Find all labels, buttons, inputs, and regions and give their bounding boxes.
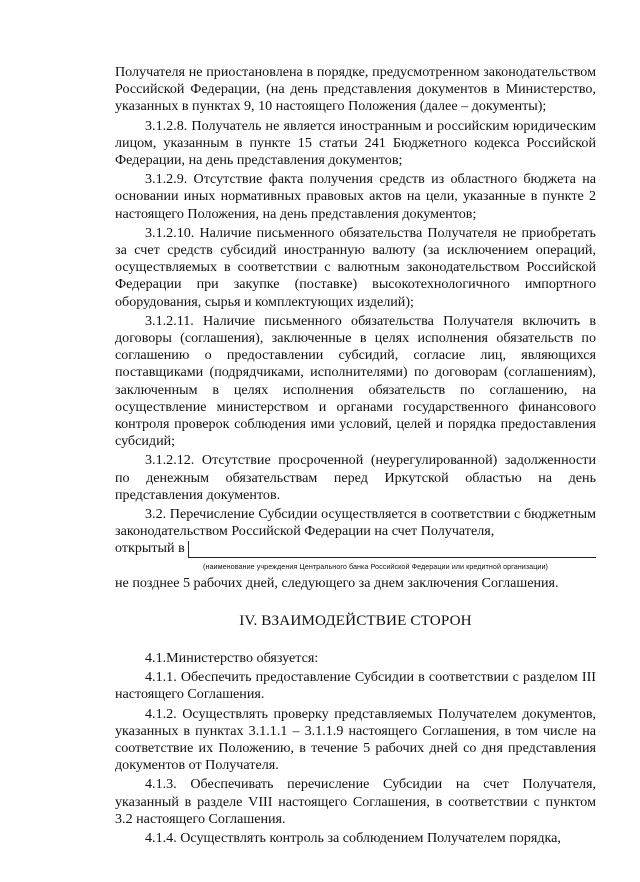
blank-tick xyxy=(188,541,189,557)
paragraph-3-2: 3.2. Перечисление Субсидии осуществляется в соответствии с бюджетным законодательством Российской Федерации на счет Получателя, xyxy=(115,506,596,540)
paragraph-3-1-2-12: 3.1.2.12. Отсутствие просроченной (неурегулированной) задолженности по денежным обязательствам перед Иркутской областью на день представления документов. xyxy=(115,452,596,503)
paragraph-3-1-2-8: 3.1.2.8. Получатель не является иностранным и российским юридическим лицом, указанным в пункте 15 статьи 241 Бюджетного кодекса Российской Федерации, на день представления документов; xyxy=(115,117,596,169)
bank-name-caption: (наименование учреждения Центрального банка Российской Федерации или кредитной организации) xyxy=(203,561,548,571)
paragraph-3-1-2-10: 3.1.2.10. Наличие письменного обязательства Получателя не приобретать за счет средств субсидий иностранную валюту (за исключением операций, осуществляемых в соответствии с валютным законодательством Российской Федерации при закупке (поставке) высокотехнологичного импортного оборудования, сырья и комплектующих изделий); xyxy=(115,224,596,310)
paragraph-3-1-2-11: 3.1.2.11. Наличие письменного обязательства Получателя включить в договоры (соглашения), заключенные в целях исполнения обязательств по соглашению о предоставлении субсидий, согласие лиц, являющихся поставщиками (подрядчиками, исполнителями) по договорам (соглашениям), заключенным в целях исполнения обязательств по соглашению, на осуществление министерством и органами государственного финансового контроля проверок соблюдения ими условий, целей и порядка предоставления субсидий; xyxy=(115,312,596,450)
section-heading: IV. ВЗАИМОДЕЙСТВИЕ СТОРОН xyxy=(239,611,472,629)
paragraph-4-1-1: 4.1.1. Обеспечить предоставление Субсидии в соответствии с разделом III настоящего Соглашения. xyxy=(115,669,596,703)
paragraph-3-1-2-9: 3.1.2.9. Отсутствие факта получения средств из областного бюджета на основании иных нормативных правовых актов на цели, указанные в пункте 2 настоящего Положения, на день представления документов; xyxy=(115,171,596,222)
paragraph-transfer-deadline: не позднее 5 рабочих дней, следующего за днем заключения Соглашения. xyxy=(115,574,559,591)
bank-name-line xyxy=(115,540,596,557)
paragraph-4-1-4: 4.1.4. Осуществлять контроль за соблюдением Получателем порядка, xyxy=(145,829,561,846)
paragraph-4-1: 4.1.Министерство обязуется: xyxy=(145,649,319,666)
paragraph-4-1-3: 4.1.3. Обеспечивать перечисление Субсидии на счет Получателя, указанный в разделе VIII настоящего Соглашения, в соответствии с пунктом 3.2 настоящего Соглашения. xyxy=(115,776,596,827)
bank-name-blank xyxy=(188,544,596,558)
opened-in-label: открытый в xyxy=(115,540,185,557)
paragraph-4-1-2: 4.1.2. Осуществлять проверку представляемых Получателем документов, указанных в пунктах 3.1.1.1 – 3.1.1.9 настоящего Соглашения, в том числе на соответствие их Положению, в течение 5 рабочих дней со дня представления документов от Получателя. xyxy=(115,705,596,774)
paragraph-recipient-status: Получателя не приостановлена в порядке, предусмотренном законодательством Российской Федерации, (на день представления документов в Министерство, указанных в пунктах 9, 10 настоящего Положения (далее – документы); xyxy=(115,64,596,115)
